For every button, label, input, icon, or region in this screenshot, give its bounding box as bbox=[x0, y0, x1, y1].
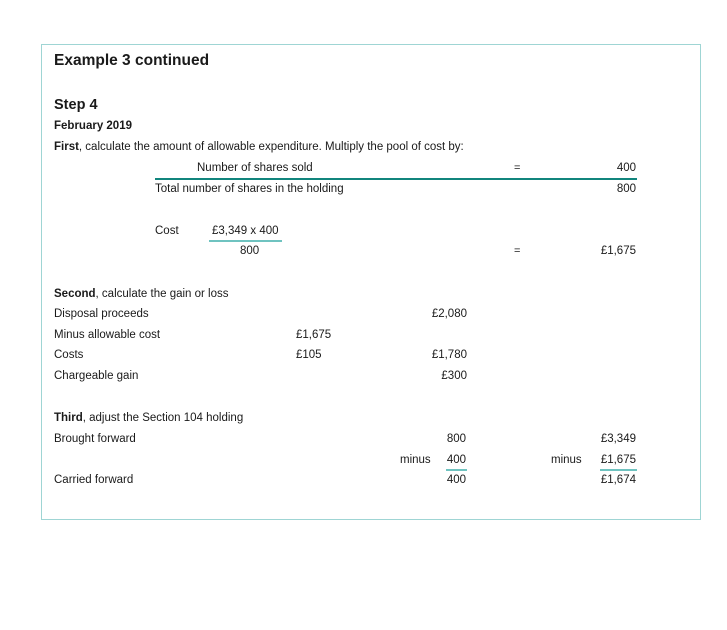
example-panel bbox=[41, 44, 701, 520]
brought-forward-label: Brought forward bbox=[54, 433, 136, 445]
example-title: Example 3 continued bbox=[54, 52, 210, 69]
second-lead: Second bbox=[54, 288, 96, 300]
row-value-total: £2,080 bbox=[431, 308, 467, 320]
fraction-numerator-value: 400 bbox=[616, 162, 636, 174]
row-value-item: £105 bbox=[296, 349, 322, 361]
row-label: Chargeable gain bbox=[54, 370, 139, 382]
row-value-total: £300 bbox=[441, 370, 467, 382]
first-lead: First bbox=[54, 141, 79, 153]
minus-label-shares: minus bbox=[400, 454, 431, 466]
date-subheading: February 2019 bbox=[54, 120, 132, 132]
fraction-denominator-value: 800 bbox=[616, 183, 636, 195]
third-lead: Third bbox=[54, 412, 83, 424]
fraction-numerator-label: Number of shares sold bbox=[197, 162, 313, 174]
cost-denominator: 800 bbox=[240, 245, 260, 257]
shares-subtotal-rule bbox=[446, 469, 467, 471]
fraction-rule bbox=[155, 178, 637, 180]
fraction-denominator-label: Total number of shares in the holding bbox=[155, 183, 344, 195]
row-value-total: £1,780 bbox=[431, 349, 467, 361]
step-heading: Step 4 bbox=[54, 97, 98, 113]
second-text: , calculate the gain or loss bbox=[95, 288, 229, 300]
first-instruction bbox=[54, 141, 464, 153]
third-text: , adjust the Section 104 holding bbox=[82, 412, 244, 424]
row-label: Disposal proceeds bbox=[54, 308, 149, 320]
second-instruction bbox=[54, 288, 229, 300]
cost-fraction-rule bbox=[209, 240, 282, 242]
carried-forward-cost: £1,674 bbox=[600, 474, 636, 486]
cost-numerator: £3,349 x 400 bbox=[212, 225, 279, 237]
cost-subtotal-rule bbox=[600, 469, 637, 471]
equals-sign: = bbox=[514, 162, 521, 174]
carried-forward-shares: 400 bbox=[446, 474, 466, 486]
cost-result: £1,675 bbox=[600, 245, 636, 257]
brought-forward-shares: 800 bbox=[446, 433, 466, 445]
row-label: Minus allowable cost bbox=[54, 329, 161, 341]
minus-cost: £1,675 bbox=[600, 454, 636, 466]
row-label: Costs bbox=[54, 349, 84, 361]
brought-forward-cost: £3,349 bbox=[600, 433, 636, 445]
third-instruction bbox=[54, 412, 243, 424]
carried-forward-label: Carried forward bbox=[54, 474, 134, 486]
minus-shares: 400 bbox=[446, 454, 466, 466]
first-text: , calculate the amount of allowable expenditure. Multiply the pool of cost by: bbox=[78, 141, 464, 153]
cost-label: Cost bbox=[155, 225, 179, 237]
cost-equals-sign: = bbox=[514, 245, 521, 257]
row-value-item: £1,675 bbox=[296, 329, 332, 341]
minus-label-cost: minus bbox=[551, 454, 582, 466]
